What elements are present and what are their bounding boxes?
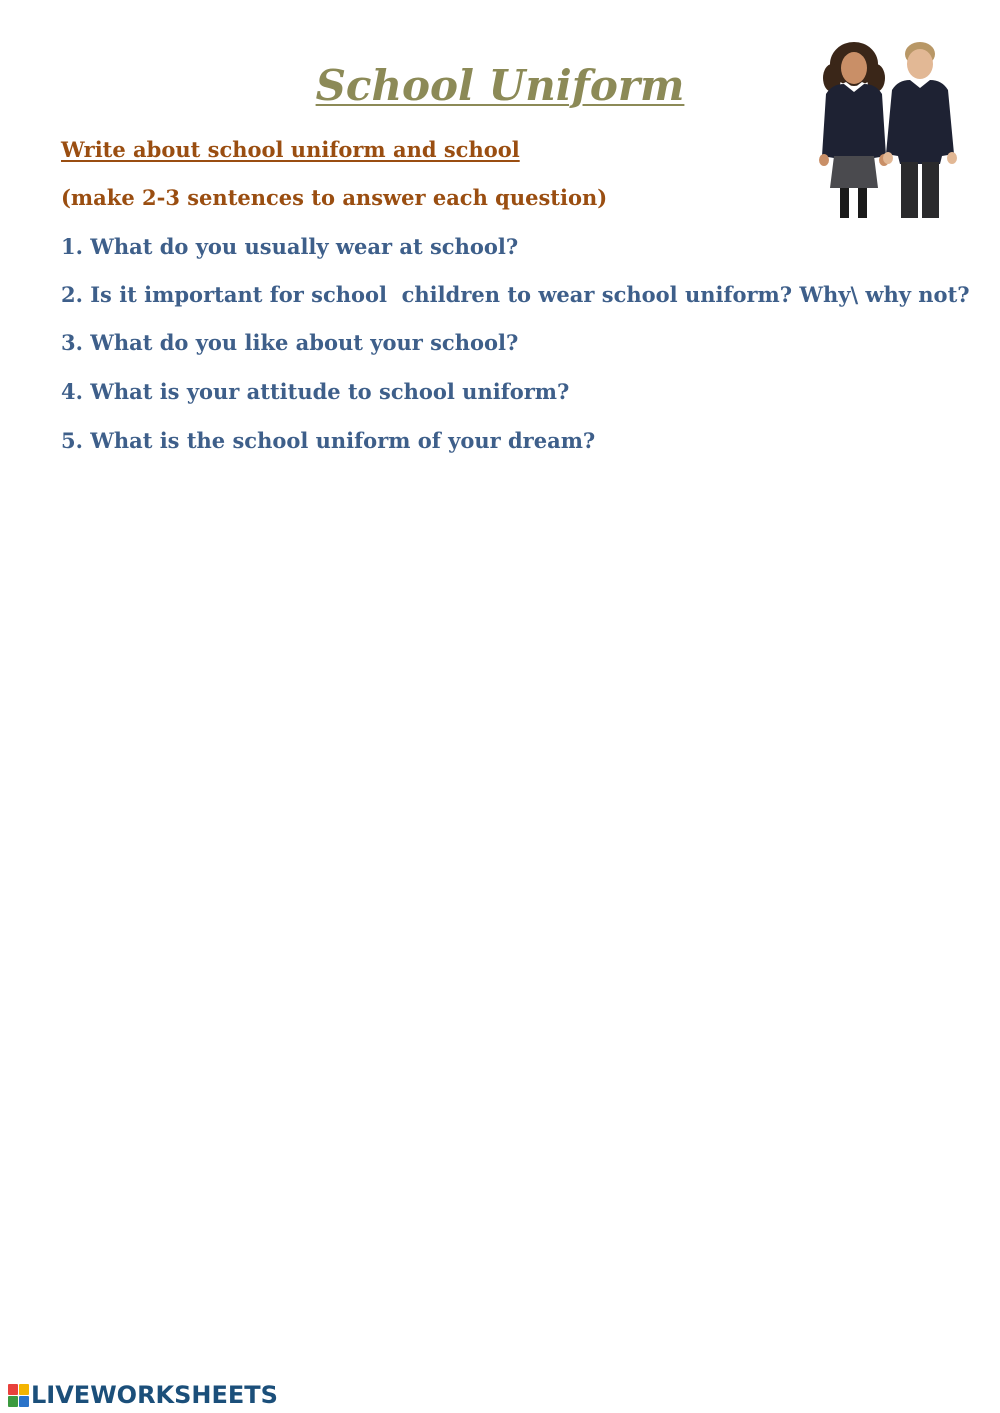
page-title: School Uniform — [315, 61, 685, 110]
liveworksheets-logo — [8, 1380, 278, 1410]
question-3: 3. What do you like about your school? — [61, 330, 519, 355]
question-4: 4. What is your attitude to school uniform? — [61, 379, 570, 404]
instruction-heading: Write about school uniform and school — [61, 137, 520, 162]
question-5: 5. What is the school uniform of your dream? — [61, 428, 596, 453]
boy-figure — [883, 42, 957, 218]
brand-name: LIVEWORKSHEETS — [31, 1381, 278, 1409]
logo-blocks-icon — [8, 1384, 29, 1407]
instruction-subtext: (make 2-3 sentences to answer each question) — [61, 185, 608, 210]
question-1: 1. What do you usually wear at school? — [61, 234, 519, 259]
girl-figure — [819, 42, 889, 218]
question-2: 2. Is it important for school children to wear school uniform? Why\ why not? — [61, 282, 970, 307]
children-uniform-photo — [812, 38, 964, 220]
